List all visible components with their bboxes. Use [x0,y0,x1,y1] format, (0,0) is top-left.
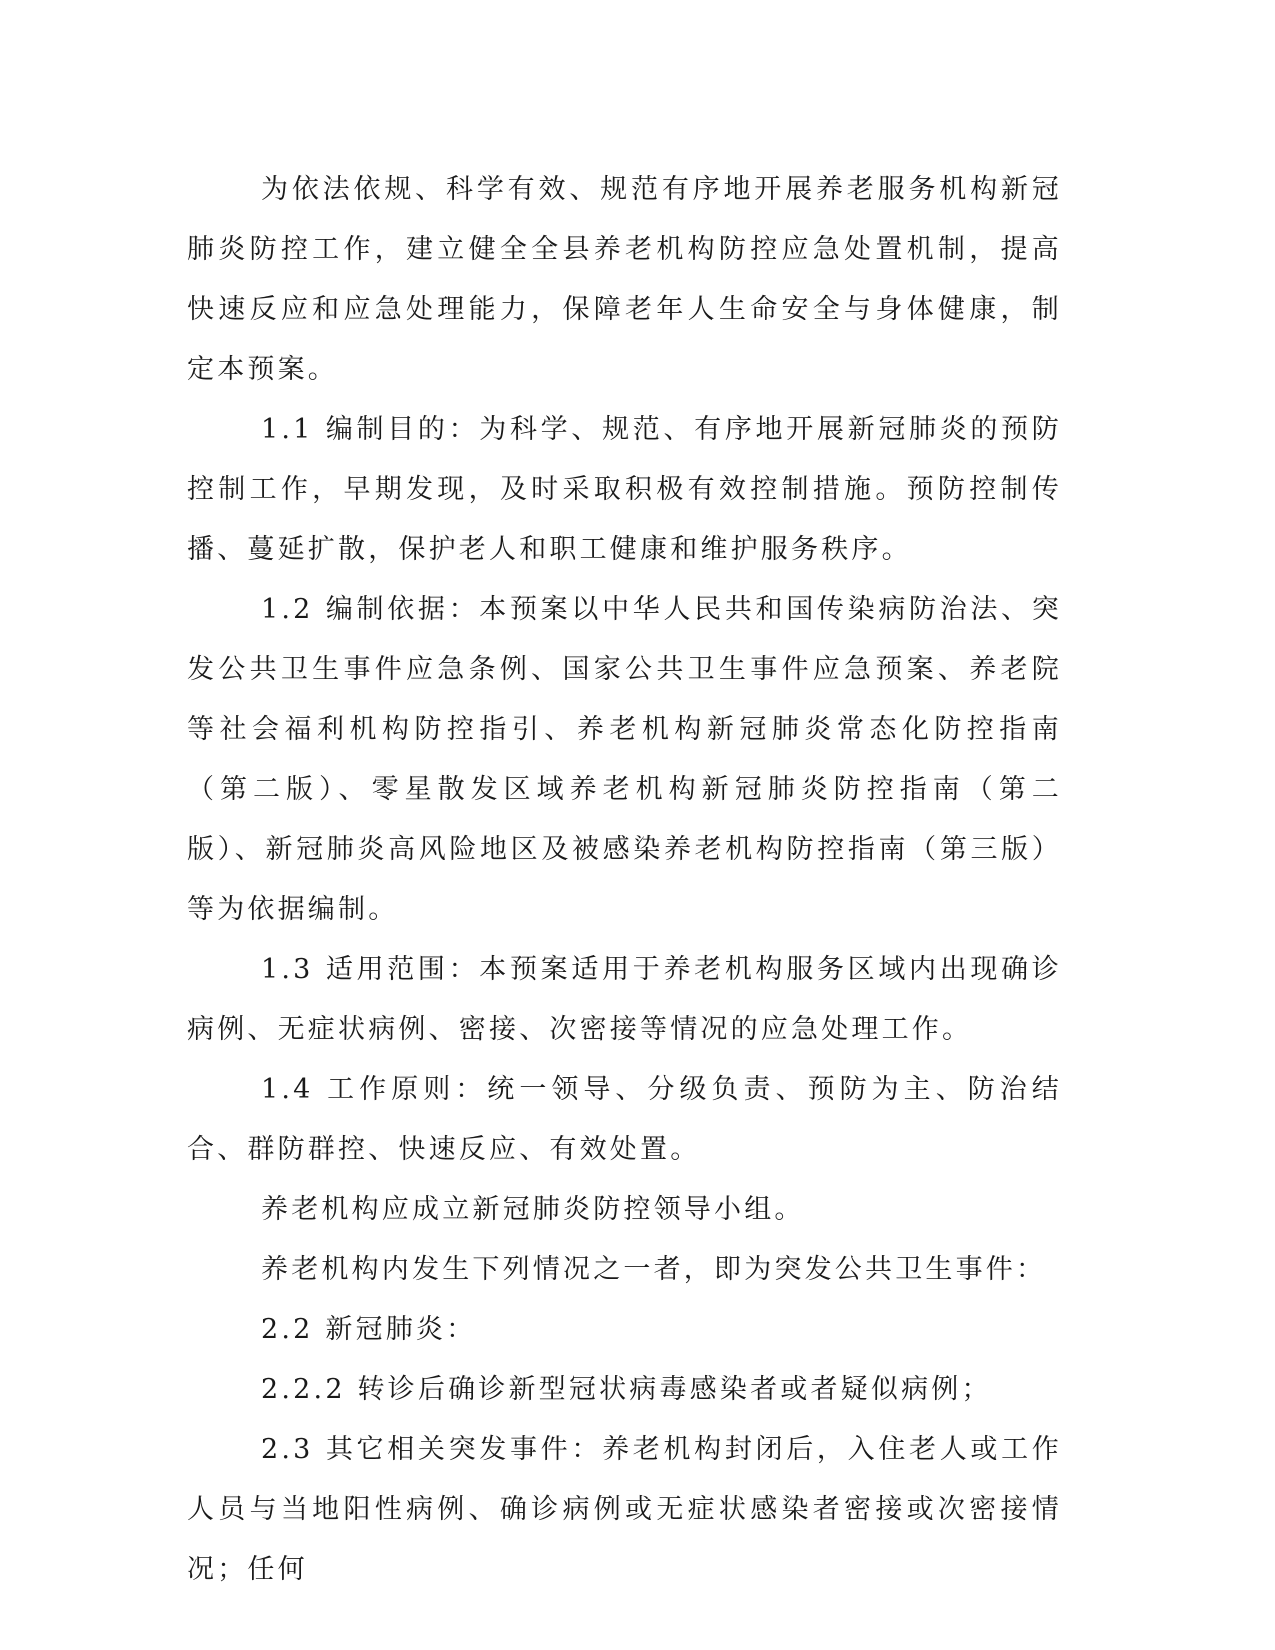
paragraph-intro: 为依法依规、科学有效、规范有序地开展养老服务机构新冠肺炎防控工作，建立健全全县养老机构防控应急处置机制，提高快速反应和应急处理能力，保障老年人生命安全与身体健康，制定本预案。 [187,174,1062,385]
paragraph-event-definition: 养老机构内发生下列情况之一者，即为突发公共卫生事件： [261,1254,1047,1285]
paragraph-1-4-principles: 1.4 工作原则：统一领导、分级负责、预防为主、防治结合、群防群控、快速反应、有效处置。 [187,1074,1062,1165]
paragraph-1-1-purpose: 1.1 编制目的：为科学、规范、有序地开展新冠肺炎的预防控制工作，早期发现，及时采取积极有效控制措施。预防控制传播、蔓延扩散，保护老人和职工健康和维护服务秩序。 [187,414,1062,565]
document-body [187,160,1062,1600]
paragraph-1-2-basis: 1.2 编制依据：本预案以中华人民共和国传染病防治法、突发公共卫生事件应急条例、国家公共卫生事件应急预案、养老院等社会福利机构防控指引、养老机构新冠肺炎常态化防控指南（第二版）、零星散发区域养老机构新冠肺炎防控指南（第二版）、新冠肺炎高风险地区及被感染养老机构防控指南（第三版）等为依据编制。 [187,594,1062,925]
paragraph-1-3-scope: 1.3 适用范围：本预案适用于养老机构服务区域内出现确诊病例、无症状病例、密接、次密接等情况的应急处理工作。 [187,954,1062,1045]
paragraph-2-2-covid: 2.2 新冠肺炎： [261,1314,477,1345]
paragraph-2-2-2-confirmed: 2.2.2 转诊后确诊新型冠状病毒感染者或者疑似病例； [261,1374,992,1405]
paragraph-leadership-group: 养老机构应成立新冠肺炎防控领导小组。 [261,1194,805,1225]
paragraph-2-3-other-events: 2.3 其它相关突发事件：养老机构封闭后，入住老人或工作人员与当地阳性病例、确诊病例或无症状感染者密接或次密接情况；任何 [187,1434,1062,1585]
